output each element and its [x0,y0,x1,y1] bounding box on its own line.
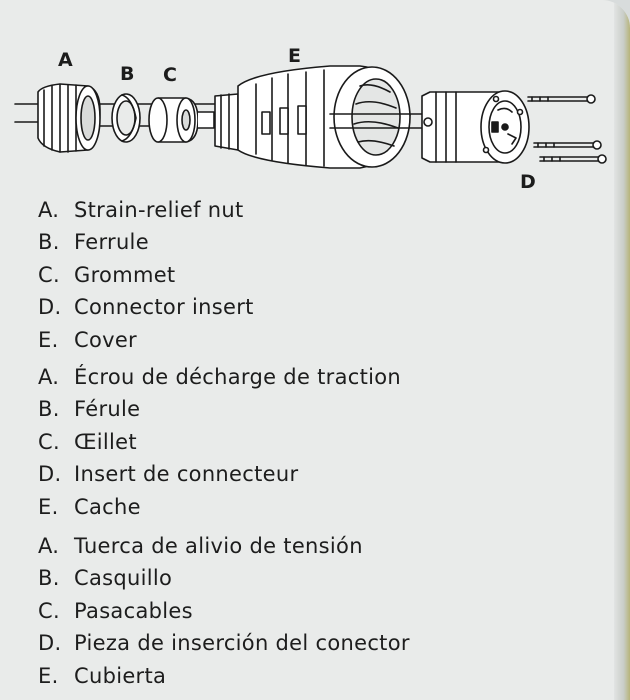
legend-key: A. [38,198,60,222]
legend-item [38,534,410,566]
legend-item [38,631,410,663]
legend-text: Strain-relief nut [74,198,244,222]
legend-text: Casquillo [74,566,173,591]
legend-key: B. [38,230,60,255]
legend-text: Pasacables [74,598,193,623]
legend-item [38,295,254,327]
cover-part [215,66,410,168]
legend-key: C. [38,262,60,287]
legend-text: Écrou de décharge de traction [74,365,402,389]
legend-text: Tuerca de alivio de tensión [74,534,363,558]
legend-key: B. [38,397,60,422]
exploded-connector-diagram [0,35,630,200]
legend-french [38,365,401,527]
part-letter-b: B [120,63,135,85]
legend-item [38,263,254,295]
legend-text: Insert de connecteur [74,462,299,487]
legend-text: Cover [74,327,137,352]
legend-text: Œillet [74,429,137,454]
legend-item [38,230,254,262]
legend-text: Grommet [74,262,176,287]
legend-text: Pieza de inserción del conector [74,631,410,656]
connector-insert-part [422,91,529,163]
part-letter-a: A [58,49,73,71]
legend-text: Connector insert [74,295,254,320]
part-letter-d: D [520,171,536,193]
legend-text: Cache [74,494,141,519]
legend-item [38,495,401,527]
legend-text: Cubierta [74,663,167,688]
legend-english [38,198,254,360]
grommet-part [149,98,198,142]
legend-key: D. [38,631,62,656]
legend-spanish [38,534,410,696]
legend-key: A. [38,534,60,558]
legend-text: Ferrule [74,230,149,255]
legend-item [38,566,410,598]
legend-key: E. [38,494,59,519]
legend-key: C. [38,429,60,454]
strain-relief-nut-part [38,84,100,152]
legend-key: D. [38,462,62,487]
legend-key: E. [38,327,59,352]
legend-item [38,397,401,429]
ferrule-part [112,94,140,142]
part-letter-e: E [288,45,301,67]
legend-key: A. [38,365,60,389]
legend-key: B. [38,566,60,591]
legend-item [38,599,410,631]
legend-item [38,664,410,696]
legend-item [38,198,254,230]
legend-key: E. [38,663,59,688]
assembly-screws [528,95,606,163]
legend-item [38,430,401,462]
legend-item [38,328,254,360]
legend-key: D. [38,295,62,320]
legend-item [38,365,401,397]
part-letter-c: C [163,64,177,86]
legend-key: C. [38,598,60,623]
legend-text: Férule [74,397,141,422]
legend-item [38,462,401,494]
